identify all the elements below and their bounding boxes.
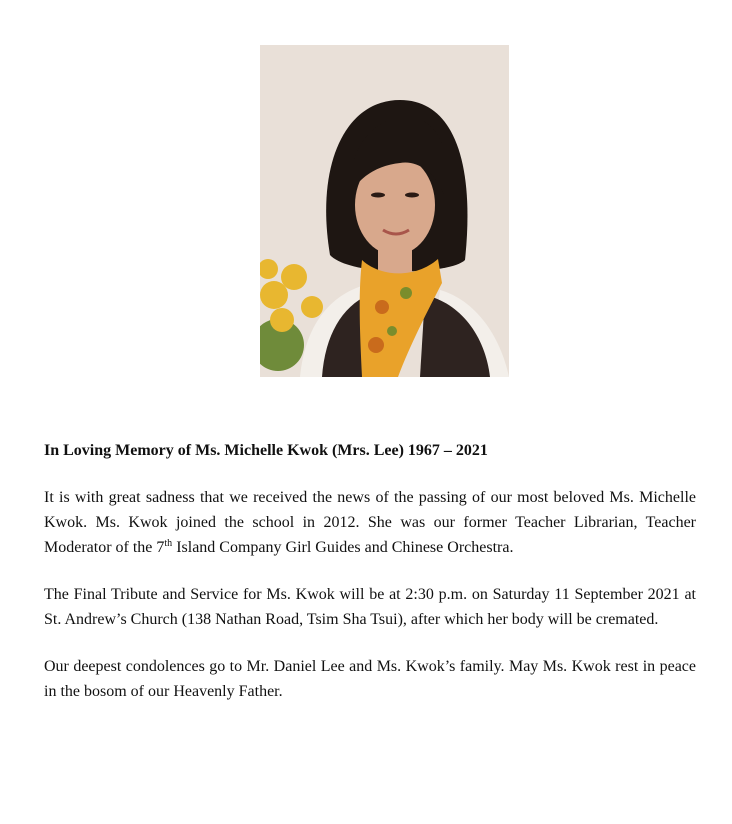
memorial-text (44, 440, 696, 726)
scarf-pattern-3 (368, 337, 384, 353)
paragraph-announcement-text-end: Island Company Girl Guides and Chinese Orchestra. (172, 539, 514, 556)
paragraph-condolences: Our deepest condolences go to Mr. Daniel Lee and Ms. Kwok’s family. May Ms. Kwok rest in peace in the bosom of our Heavenly Father. (44, 658, 696, 700)
scarf-pattern-2 (400, 287, 412, 299)
memorial-heading: In Loving Memory of Ms. Michelle Kwok (Mrs. Lee) 1967 – 2021 (44, 442, 488, 459)
scarf-pattern-1 (375, 300, 389, 314)
scarf-pattern-4 (387, 326, 397, 336)
portrait-illustration (260, 45, 509, 377)
memorial-portrait-photo (260, 45, 509, 377)
right-eye (405, 193, 419, 198)
paragraph-announcement (44, 485, 696, 560)
ordinal-suffix: th (164, 538, 173, 549)
paragraph-announcement-text: It is with great sadness that we received the news of the passing of our most beloved Ms. Michelle Kwok. Ms. Kwok joined the school in 2012. She was our former Teacher Librarian, Teacher Moderator of the 7 (44, 489, 696, 556)
left-eye (371, 193, 385, 198)
paragraph-service-details: The Final Tribute and Service for Ms. Kwok will be at 2:30 p.m. on Saturday 11 September 2021 at St. Andrew’s Church (138 Nathan Road, Tsim Sha Tsui), after which her body will be cremated. (44, 586, 696, 628)
